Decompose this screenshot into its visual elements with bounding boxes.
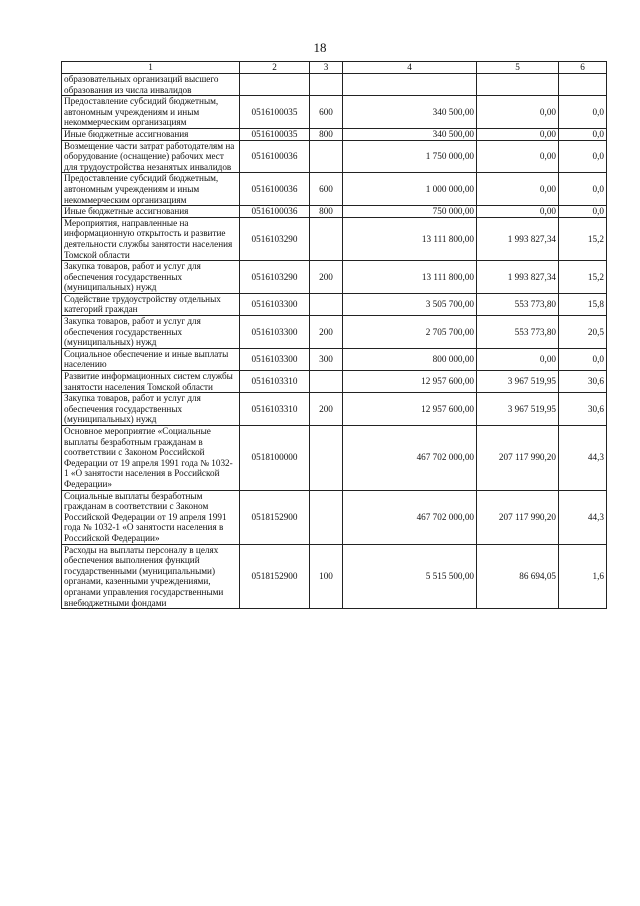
cell-plan: 5 515 500,00	[343, 544, 477, 609]
cell-pct: 44,3	[559, 426, 607, 491]
header-cell-5: 5	[477, 62, 559, 74]
cell-pct	[559, 74, 607, 96]
cell-name: Иные бюджетные ассигнования	[62, 206, 240, 218]
cell-vr: 800	[310, 206, 343, 218]
cell-name: Развитие информационных систем службы занятости населения Томской области	[62, 371, 240, 393]
cell-name: Основное мероприятие «Социальные выплаты безработным гражданам в соответствии с Законом Российской Федерации от 19 апреля 1991 года № 1032-1 «О занятости населения в Российской Федерации»	[62, 426, 240, 491]
cell-fact	[477, 74, 559, 96]
cell-vr	[310, 140, 343, 173]
cell-name: образовательных организаций высшего образования из числа инвалидов	[62, 74, 240, 96]
cell-fact: 0,00	[477, 173, 559, 206]
header-cell-1: 1	[62, 62, 240, 74]
cell-pct: 0,0	[559, 173, 607, 206]
cell-code: 0516100035	[240, 128, 310, 140]
cell-fact: 0,00	[477, 206, 559, 218]
cell-plan: 1 000 000,00	[343, 173, 477, 206]
table-row	[62, 206, 607, 218]
cell-plan: 340 500,00	[343, 96, 477, 129]
cell-pct: 0,0	[559, 206, 607, 218]
cell-fact: 3 967 519,95	[477, 393, 559, 426]
header-cell-2: 2	[240, 62, 310, 74]
cell-name: Закупка товаров, работ и услуг для обеспечения государственных (муниципальных) нужд	[62, 261, 240, 294]
cell-code: 0516103300	[240, 316, 310, 349]
cell-vr	[310, 371, 343, 393]
header-cell-4: 4	[343, 62, 477, 74]
table-row	[62, 426, 607, 491]
table-row	[62, 96, 607, 129]
cell-code: 0516103300	[240, 293, 310, 315]
cell-fact: 3 967 519,95	[477, 371, 559, 393]
table-row	[62, 128, 607, 140]
table-row	[62, 490, 607, 544]
cell-code: 0518152900	[240, 490, 310, 544]
table-row	[62, 371, 607, 393]
cell-plan: 13 111 800,00	[343, 217, 477, 260]
cell-name: Иные бюджетные ассигнования	[62, 128, 240, 140]
cell-vr	[310, 426, 343, 491]
cell-vr	[310, 293, 343, 315]
cell-name: Возмещение части затрат работодателям на оборудование (оснащение) рабочих мест для трудоустройства незанятых инвалидов	[62, 140, 240, 173]
cell-plan: 467 702 000,00	[343, 426, 477, 491]
cell-fact: 553 773,80	[477, 316, 559, 349]
cell-pct: 0,0	[559, 348, 607, 370]
cell-plan: 3 505 700,00	[343, 293, 477, 315]
cell-plan: 800 000,00	[343, 348, 477, 370]
table-row	[62, 393, 607, 426]
cell-code: 0516100036	[240, 206, 310, 218]
cell-name: Содействие трудоустройству отдельных категорий граждан	[62, 293, 240, 315]
cell-pct: 15,2	[559, 261, 607, 294]
table-row	[62, 316, 607, 349]
cell-plan: 467 702 000,00	[343, 490, 477, 544]
cell-pct: 0,0	[559, 96, 607, 129]
cell-vr: 800	[310, 128, 343, 140]
cell-pct: 20,5	[559, 316, 607, 349]
cell-vr	[310, 74, 343, 96]
cell-plan	[343, 74, 477, 96]
cell-vr	[310, 490, 343, 544]
cell-pct: 30,6	[559, 371, 607, 393]
table-row	[62, 348, 607, 370]
cell-vr	[310, 217, 343, 260]
header-row	[62, 62, 607, 74]
table-body	[62, 74, 607, 609]
cell-vr: 300	[310, 348, 343, 370]
cell-vr: 200	[310, 393, 343, 426]
cell-plan: 750 000,00	[343, 206, 477, 218]
cell-pct: 0,0	[559, 128, 607, 140]
budget-table	[61, 61, 607, 609]
cell-name: Мероприятия, направленные на информационную открытость и развитие деятельности службы занятости населения Томской области	[62, 217, 240, 260]
cell-code: 0516100035	[240, 96, 310, 129]
table-row	[62, 544, 607, 609]
cell-code: 0516103300	[240, 348, 310, 370]
cell-name: Предоставление субсидий бюджетным, автономным учреждениям и иным некоммерческим организациям	[62, 96, 240, 129]
cell-plan: 12 957 600,00	[343, 371, 477, 393]
cell-code: 0516103310	[240, 371, 310, 393]
cell-name: Предоставление субсидий бюджетным, автономным учреждениям и иным некоммерческим организациям	[62, 173, 240, 206]
cell-code: 0516100036	[240, 173, 310, 206]
table-row	[62, 74, 607, 96]
table-row	[62, 140, 607, 173]
cell-code: 0516103290	[240, 217, 310, 260]
cell-pct: 44,3	[559, 490, 607, 544]
cell-name: Социальное обеспечение и иные выплаты населению	[62, 348, 240, 370]
cell-plan: 1 750 000,00	[343, 140, 477, 173]
cell-fact: 1 993 827,34	[477, 261, 559, 294]
header-cell-6: 6	[559, 62, 607, 74]
cell-vr: 200	[310, 261, 343, 294]
cell-plan: 2 705 700,00	[343, 316, 477, 349]
cell-vr: 600	[310, 173, 343, 206]
cell-name: Расходы на выплаты персоналу в целях обеспечения выполнения функций государственными (муниципальными) органами, казенными учреждениями, органами управления государственными внебюджетными фондами	[62, 544, 240, 609]
cell-pct: 15,2	[559, 217, 607, 260]
table-row	[62, 173, 607, 206]
cell-vr: 200	[310, 316, 343, 349]
cell-name: Закупка товаров, работ и услуг для обеспечения государственных (муниципальных) нужд	[62, 393, 240, 426]
cell-fact: 207 117 990,20	[477, 490, 559, 544]
cell-plan: 13 111 800,00	[343, 261, 477, 294]
cell-fact: 1 993 827,34	[477, 217, 559, 260]
cell-code: 0516103310	[240, 393, 310, 426]
cell-fact: 86 694,05	[477, 544, 559, 609]
page-number: 18	[313, 40, 327, 55]
table-row	[62, 261, 607, 294]
cell-plan: 340 500,00	[343, 128, 477, 140]
cell-fact: 553 773,80	[477, 293, 559, 315]
cell-plan: 12 957 600,00	[343, 393, 477, 426]
cell-code: 0518152900	[240, 544, 310, 609]
table-row	[62, 293, 607, 315]
cell-pct: 1,6	[559, 544, 607, 609]
cell-fact: 0,00	[477, 348, 559, 370]
cell-name: Социальные выплаты безработным гражданам в соответствии с Законом Российской Федерации от 19 апреля 1991 года № 1032-1 «О занятости населения в Российской Федерации»	[62, 490, 240, 544]
cell-fact: 0,00	[477, 128, 559, 140]
cell-vr: 100	[310, 544, 343, 609]
cell-name: Закупка товаров, работ и услуг для обеспечения государственных (муниципальных) нужд	[62, 316, 240, 349]
cell-code: 0516100036	[240, 140, 310, 173]
cell-pct: 15,8	[559, 293, 607, 315]
cell-fact: 0,00	[477, 140, 559, 173]
cell-pct: 30,6	[559, 393, 607, 426]
cell-fact: 207 117 990,20	[477, 426, 559, 491]
cell-pct: 0,0	[559, 140, 607, 173]
cell-code	[240, 74, 310, 96]
cell-vr: 600	[310, 96, 343, 129]
cell-code: 0516103290	[240, 261, 310, 294]
cell-fact: 0,00	[477, 96, 559, 129]
table-row	[62, 217, 607, 260]
cell-code: 0518100000	[240, 426, 310, 491]
header-cell-3: 3	[310, 62, 343, 74]
